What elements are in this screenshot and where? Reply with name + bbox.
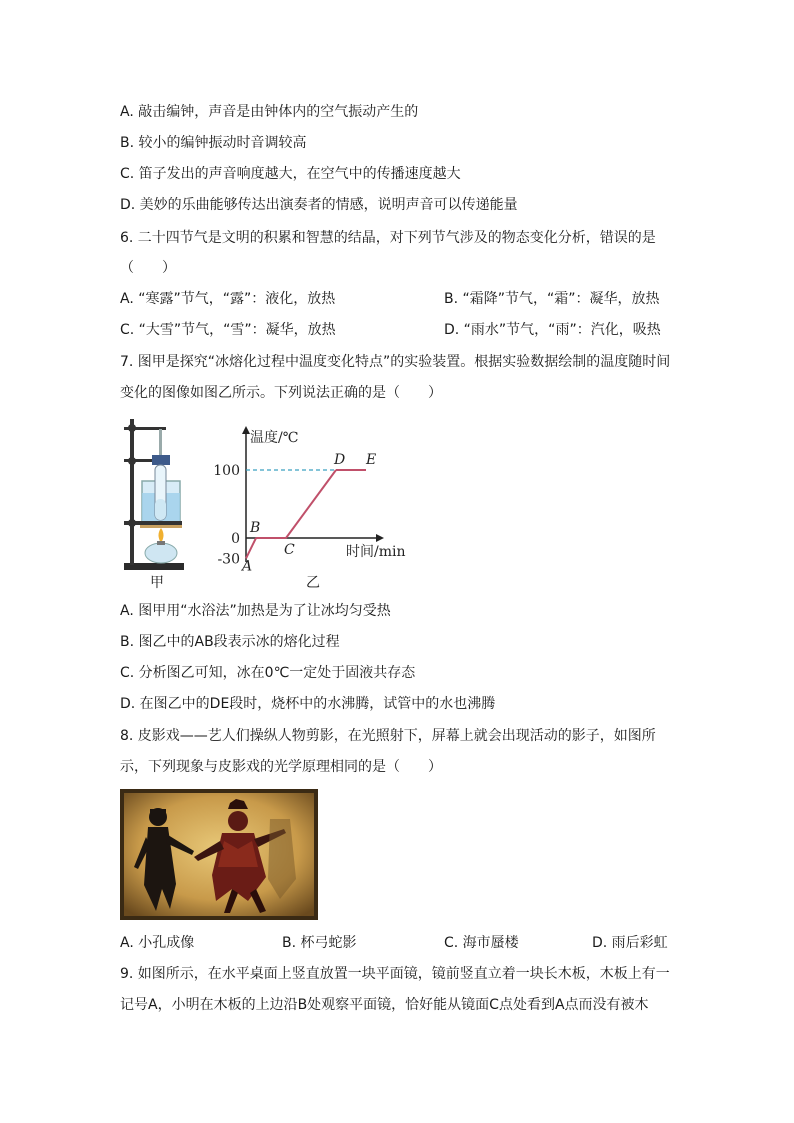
x-axis-label: 时间/min	[346, 544, 406, 560]
q8-option-a: A. 小孔成像	[120, 935, 195, 951]
q8-option-d: D. 雨后彩虹	[592, 935, 668, 951]
segment-CD	[286, 470, 336, 538]
q7-option-d: D. 在图乙中的DE段时，烧杯中的水沸腾，试管中的水也沸腾	[120, 696, 496, 712]
segment-AB	[246, 538, 256, 558]
q9-line1: 9. 如图所示，在水平桌面上竖直放置一块平面镜，镜前竖直立着一块长木板，木板上有一	[120, 966, 670, 982]
point-label-A: A	[242, 558, 253, 575]
q5-option-c: C. 笛子发出的声音响度越大，在空气中的传播速度越大	[120, 166, 461, 182]
temperature-time-chart	[210, 418, 430, 598]
figure-caption-jia: 甲	[150, 575, 164, 591]
q8-option-c: C. 海市蜃楼	[444, 935, 519, 951]
q7-option-b: B. 图乙中的AB段表示冰的熔化过程	[120, 634, 340, 650]
point-label-D: D	[334, 452, 346, 468]
q5-option-b: B. 较小的编钟振动时音调较高	[120, 135, 307, 151]
q5-option-d: D. 美妙的乐曲能够传达出演奏者的情感，说明声音可以传递能量	[120, 197, 518, 213]
q7-stem-line1: 7. 图甲是探究“冰熔化过程中温度变化特点”的实验装置。根据实验数据绘制的温度随时间	[120, 354, 671, 370]
q5-option-a: A. 敲击编钟，声音是由钟体内的空气振动产生的	[120, 104, 419, 120]
apparatus-figure	[118, 413, 188, 573]
figure-caption-yi: 乙	[306, 575, 320, 591]
q7-stem-line2: 变化的图像如图乙所示。下列说法正确的是（ ）	[120, 385, 442, 401]
y-tick-label: 0	[231, 531, 240, 547]
q6-stem: 6. 二十四节气是文明的积累和智慧的结晶，对下列节气涉及的物态变化分析，错误的是	[120, 230, 656, 246]
q6-blank: （ ）	[120, 260, 176, 276]
shadow-puppet-image	[120, 789, 318, 920]
point-label-B: B	[250, 520, 261, 536]
q8-option-b: B. 杯弓蛇影	[282, 935, 357, 951]
q6-option-d: D. “雨水”节气，“雨”：汽化，吸热	[444, 322, 661, 338]
x-axis-arrow	[376, 534, 384, 542]
y-axis-label: 温度/℃	[250, 430, 299, 446]
q6-option-b: B. “霜降”节气，“霜”：凝华，放热	[444, 291, 660, 307]
y-axis-arrow	[242, 426, 250, 434]
point-label-C: C	[284, 542, 295, 558]
q7-option-c: C. 分析图乙可知，冰在0℃一定处于固液共存态	[120, 665, 416, 681]
q6-option-a: A. “寒露”节气，“露”：液化，放热	[120, 291, 336, 307]
y-tick-label: 100	[213, 463, 240, 479]
y-tick-label: -30	[217, 551, 240, 568]
q9-line2: 记号A，小明在木板的上边沿B处观察平面镜，恰好能从镜面C点处看到A点而没有被木	[120, 997, 649, 1013]
point-label-E: E	[366, 452, 377, 468]
q8-stem-line2: 示，下列现象与皮影戏的光学原理相同的是（ ）	[120, 759, 442, 775]
q6-option-c: C. “大雪”节气，“雪”：凝华，放热	[120, 322, 336, 338]
q8-stem-line1: 8. 皮影戏——艺人们操纵人物剪影，在光照射下，屏幕上就会出现活动的影子，如图所	[120, 728, 656, 744]
q7-option-a: A. 图甲用“水浴法”加热是为了让冰均匀受热	[120, 603, 391, 619]
